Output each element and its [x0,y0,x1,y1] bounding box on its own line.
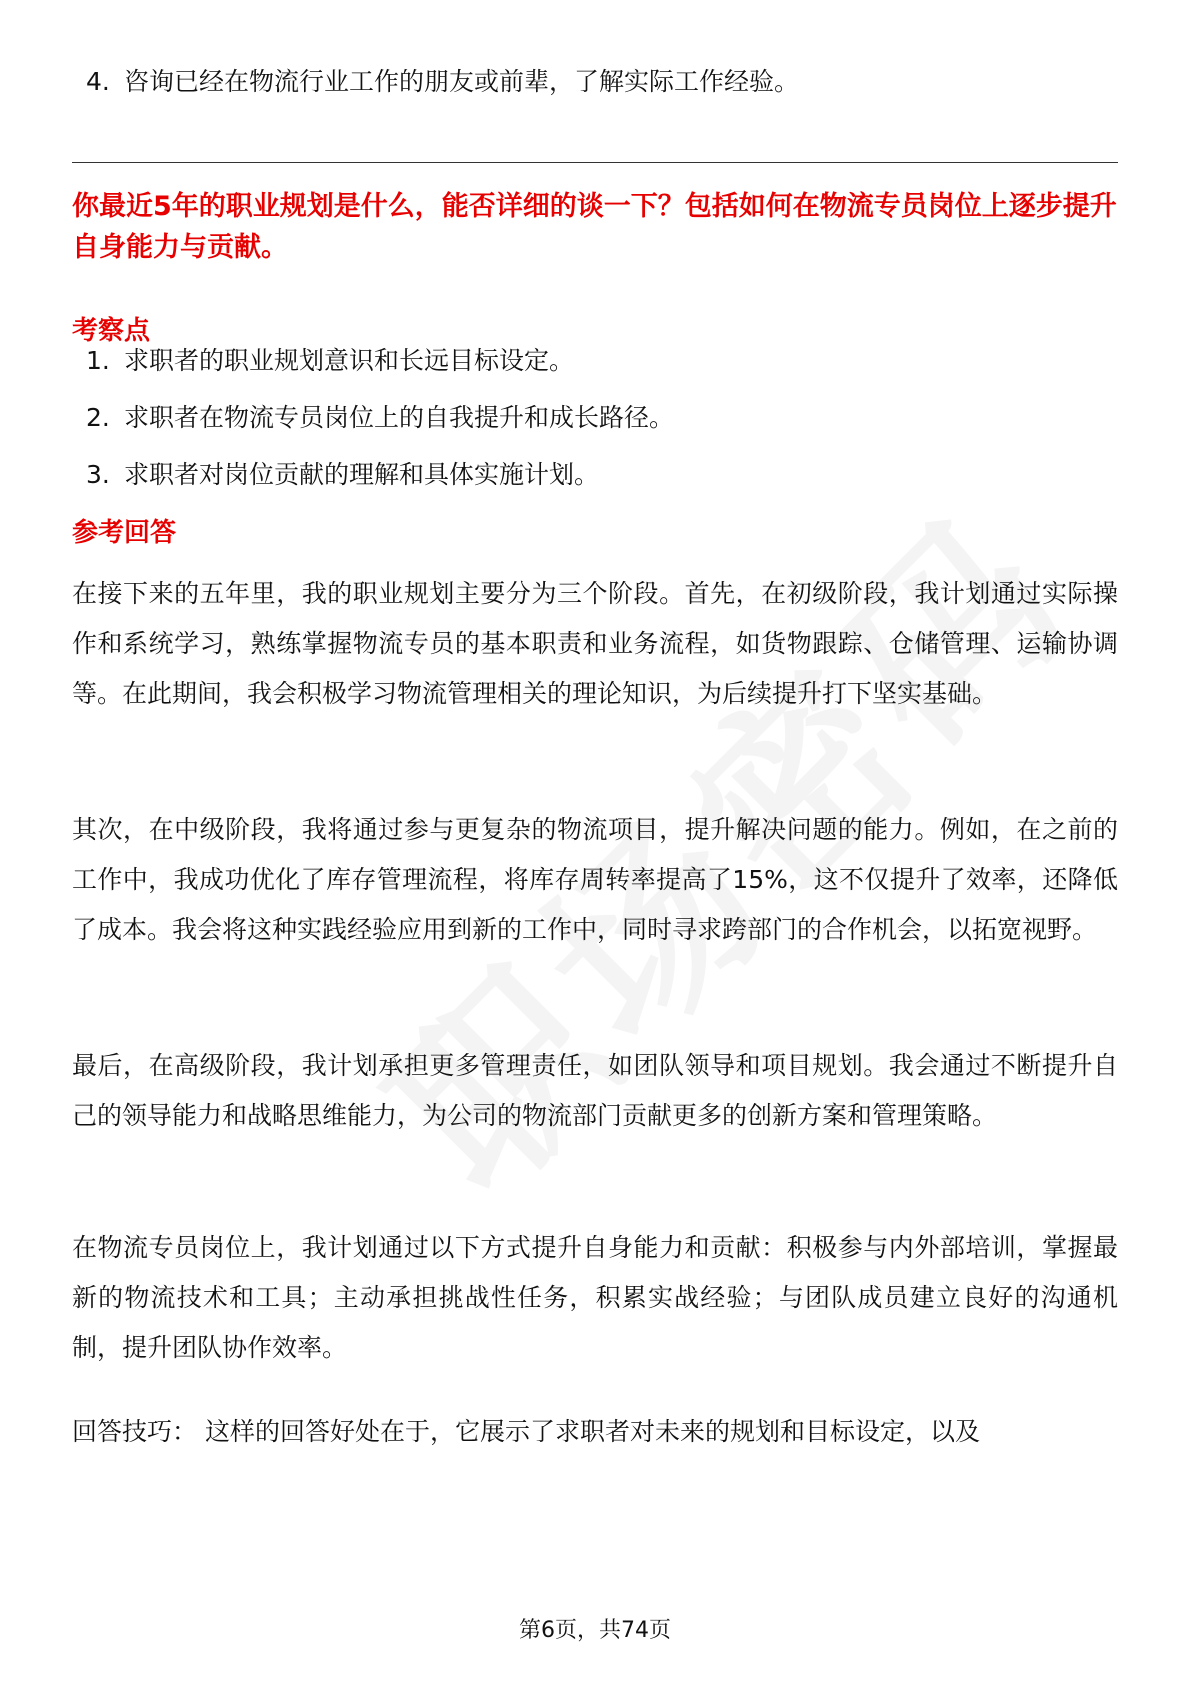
list-item [72,400,1118,436]
answer-title: 参考回答 [72,518,177,548]
list-item-text: 咨询已经在物流行业工作的朋友或前辈，了解实际工作经验。 [124,67,800,96]
section-divider [72,162,1118,163]
list-item [72,64,1118,100]
previous-list [72,64,1118,121]
page-number-footer: 第6页，共74页 [519,1618,671,1643]
assessment-title: 考察点 [72,316,151,346]
list-item-text: 求职者在物流专员岗位上的自我提升和成长路径。 [124,403,675,432]
list-item [72,343,1118,379]
list-item-number: 1. [86,346,110,375]
list-item-text: 求职者的职业规划意识和长远目标设定。 [124,346,575,375]
list-item-number: 4. [86,67,110,96]
list-item-number: 2. [86,403,110,432]
list-item-text: 求职者对岗位贡献的理解和具体实施计划。 [124,460,600,489]
list-item [72,457,1118,493]
list-item-number: 3. [86,460,110,489]
answer-paragraph: 在接下来的五年里，我的职业规划主要分为三个阶段。首先，在初级阶段，我计划通过实际操作和系统学习，熟练掌握物流专员的基本职责和业务流程，如货物跟踪、仓储管理、运输协调等。在此期间，我会积极学习物流管理相关的理论知识，为后续提升打下坚实基础。 [72,579,1118,708]
answer-tip-paragraph: 回答技巧： 这样的回答好处在于，它展示了求职者对未来的规划和目标设定，以及 [72,1417,980,1446]
answer-paragraph: 最后，在高级阶段，我计划承担更多管理责任，如团队领导和项目规划。我会通过不断提升自己的领导能力和战略思维能力，为公司的物流部门贡献更多的创新方案和管理策略。 [72,1051,1118,1130]
answer-paragraph: 在物流专员岗位上，我计划通过以下方式提升自身能力和贡献：积极参与内外部培训，掌握最新的物流技术和工具；主动承担挑战性任务，积累实战经验；与团队成员建立良好的沟通机制，提升团队协作效率。 [72,1233,1118,1362]
answer-paragraph: 其次，在中级阶段，我将通过参与更复杂的物流项目，提升解决问题的能力。例如，在之前的工作中，我成功优化了库存管理流程，将库存周转率提高了15%，这不仅提升了效率，还降低了成本。我会将这种实践经验应用到新的工作中，同时寻求跨部门的合作机会，以拓宽视野。 [72,815,1118,944]
assessment-list [72,343,1118,514]
question-heading: 你最近5年的职业规划是什么，能否详细的谈一下？包括如何在物流专员岗位上逐步提升自身能力与贡献。 [72,191,1117,263]
